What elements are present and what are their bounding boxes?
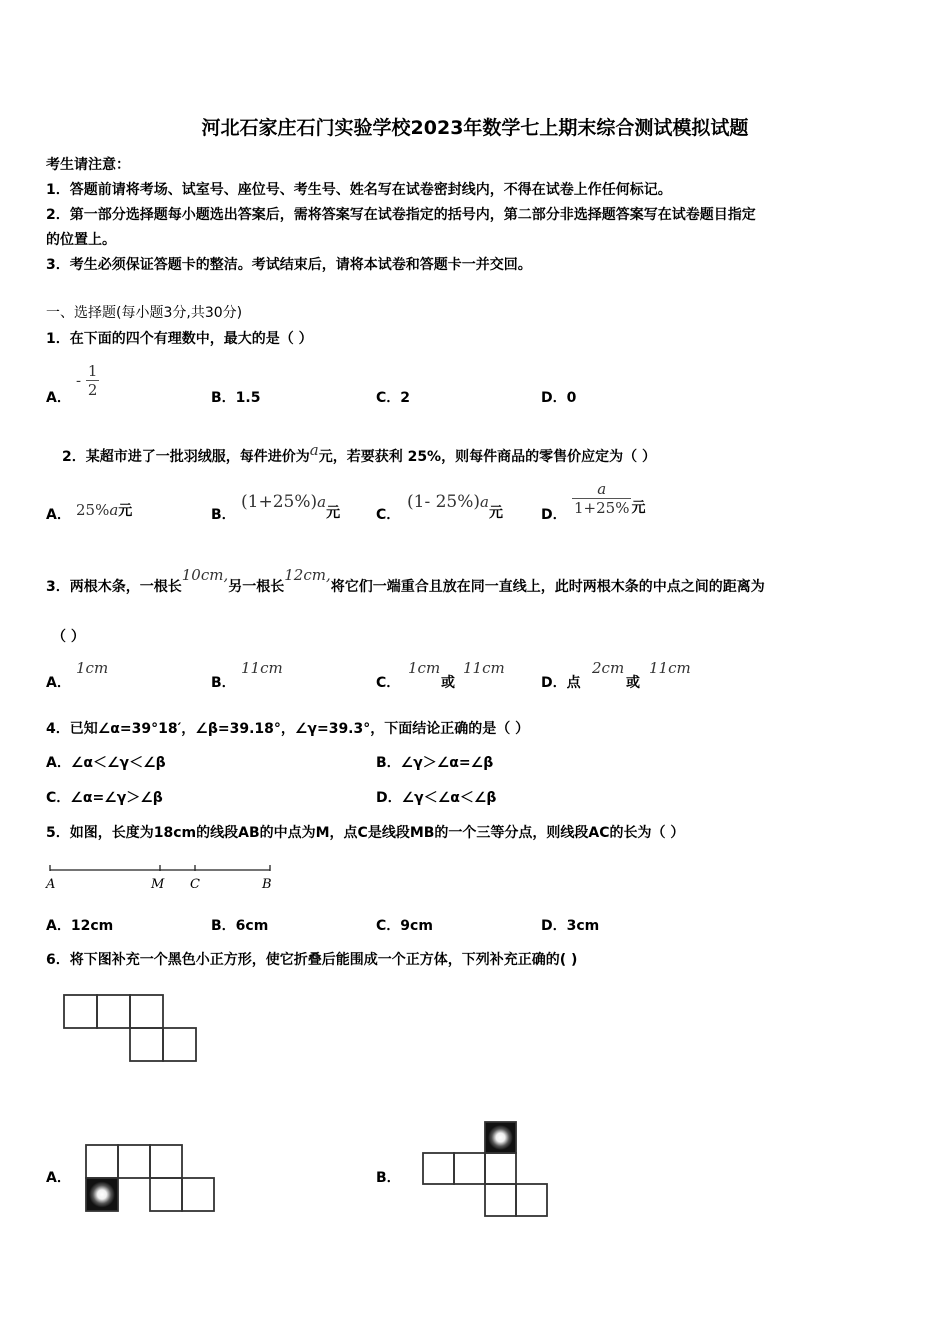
net-square — [150, 1145, 182, 1178]
q2-c-var: a — [480, 493, 489, 511]
q2-option-a-value — [76, 500, 132, 520]
q4-stem: 4．已知∠α=39°18′，∠β=39.18°，∠γ=39.3°，下面结论正确的是（ ） — [46, 721, 530, 737]
q6-option-a-figure — [82, 1141, 222, 1217]
q6-net-figure — [60, 991, 205, 1067]
q2-option-b-value — [241, 492, 341, 521]
fraction — [86, 362, 100, 399]
q2-a-var: a — [109, 501, 119, 519]
net-square — [423, 1153, 454, 1184]
q3-option-a-label: A． — [46, 675, 71, 691]
q3-option-c-value-2: 11cm — [463, 659, 505, 677]
q2-option-d-value — [572, 480, 645, 517]
q2-c-unit: 元 — [488, 505, 503, 521]
q5-option-a: A．12cm — [46, 918, 114, 934]
notice-heading: 考生请注意： — [46, 157, 130, 173]
q3-length-2: 12cm, — [284, 566, 331, 584]
q5-stem: 5．如图，长度为18cm的线段AB的中点为M，点C是线段MB的一个三等分点，则线段AC的长为（ ） — [46, 825, 685, 841]
denominator: 1+25% — [574, 499, 630, 517]
q3-option-a-value: 1cm — [76, 659, 109, 677]
q5-option-b: B．6cm — [211, 918, 269, 934]
q2-option-d-label: D． — [541, 507, 567, 523]
net-square — [182, 1178, 214, 1211]
point-label-m: M — [151, 877, 165, 892]
numerator: 1 — [87, 362, 98, 380]
q3-option-d-or: 或 — [626, 675, 640, 691]
q2-stem-part2: 元，若要获利 25%，则每件商品的零售价应定为（ ） — [318, 449, 656, 465]
q3-option-d-value-1: 2cm — [592, 659, 625, 677]
q3-option-d-value-2: 11cm — [649, 659, 691, 677]
net-square — [130, 1028, 163, 1061]
q1-option-d: D．0 — [541, 390, 577, 406]
q1-option-a-value — [76, 362, 99, 399]
numerator: a — [597, 480, 607, 498]
q3-stem — [46, 566, 765, 596]
fraction — [572, 480, 631, 517]
net-square — [130, 995, 163, 1028]
section-heading: 一、选择题(每小题3分,共30分) — [46, 305, 243, 321]
q2-stem — [62, 441, 656, 466]
point-label-c: C — [190, 877, 200, 892]
net-square — [163, 1028, 196, 1061]
notice-item-3: 3．考生必须保证答题卡的整洁。考试结束后，请将本试卷和答题卡一并交回。 — [46, 257, 532, 273]
q2-d-unit: 元 — [631, 499, 646, 516]
notice-item-1: 1．答题前请将考场、试室号、座位号、考生号、姓名写在试卷密封线内，不得在试卷上作任何标记。 — [46, 182, 672, 198]
q3-option-c-value-1: 1cm — [408, 659, 441, 677]
q6-stem: 6．将下图补充一个黑色小正方形，使它折叠后能围成一个正方体，下列补充正确的( ) — [46, 952, 578, 968]
net-square — [485, 1184, 516, 1216]
q6-option-b-label: B． — [376, 1170, 401, 1186]
net-square — [150, 1178, 182, 1211]
q3-stem-part1: 3．两根木条，一根长 — [46, 579, 182, 595]
q1-option-b: B．1.5 — [211, 390, 261, 406]
q3-option-c-label: C． — [376, 675, 401, 691]
net-square — [97, 995, 130, 1028]
q3-length-1: 10cm, — [181, 566, 229, 584]
q4-option-a: A．∠α＜∠γ＜∠β — [46, 755, 166, 771]
q5-option-c: C．9cm — [376, 918, 433, 934]
q2-option-b-label: B． — [211, 507, 236, 523]
q2-b-expr: (1+25%) — [241, 492, 318, 512]
net-square — [64, 995, 97, 1028]
net-square — [86, 1145, 118, 1178]
q2-b-unit: 元 — [326, 505, 341, 521]
q2-option-a-label: A． — [46, 507, 71, 523]
black-square-highlight — [488, 1125, 513, 1150]
notice-item-2: 2．第一部分选择题每小题选出答案后，需将答案写在试卷指定的括号内，第二部分非选择题答案写在试卷题目指定 — [46, 207, 756, 223]
q3-stem-part3: 将它们一端重合且放在同一直线上，此时两根木条的中点之间的距离为 — [330, 579, 765, 595]
net-square — [454, 1153, 485, 1184]
q3-option-c-or: 或 — [441, 675, 455, 691]
q2-a-unit: 元 — [118, 503, 133, 519]
notice-item-2-cont: 的位置上。 — [46, 232, 116, 248]
q1-option-a-label: A． — [46, 390, 71, 406]
q3-stem-part2: 另一根长 — [228, 579, 285, 595]
q6-option-a-label: A． — [46, 1170, 71, 1186]
q2-option-c-label: C． — [376, 507, 401, 523]
denominator: 2 — [87, 381, 98, 399]
q2-var: a — [309, 441, 319, 459]
page-title: 河北石家庄石门实验学校2023年数学七上期末综合测试模拟试题 — [201, 117, 749, 139]
q3-answer-paren: （ ） — [52, 629, 85, 645]
q4-option-c: C．∠α=∠γ＞∠β — [46, 790, 163, 806]
q2-a-expr: 25% — [76, 501, 110, 519]
q2-stem-part1: 2．某超市进了一批羽绒服，每件进价为 — [62, 449, 310, 465]
q2-b-var: a — [317, 493, 327, 511]
q6-option-b-figure — [419, 1118, 551, 1222]
minus-sign: - — [76, 371, 82, 390]
black-square-highlight — [89, 1182, 115, 1208]
q1-option-c: C．2 — [376, 390, 411, 406]
q5-segment-figure — [40, 858, 280, 898]
q4-option-d: D．∠γ＜∠α＜∠β — [376, 790, 497, 806]
q3-option-b-label: B． — [211, 675, 236, 691]
q5-option-d: D．3cm — [541, 918, 600, 934]
point-label-a: A — [46, 877, 56, 892]
q3-option-b-value: 11cm — [241, 659, 283, 677]
net-square — [485, 1153, 516, 1184]
q2-option-c-value — [407, 492, 503, 521]
q4-option-b: B．∠γ＞∠α=∠β — [376, 755, 494, 771]
q1-stem: 1．在下面的四个有理数中，最大的是（ ） — [46, 331, 313, 347]
q2-c-expr: (1- 25%) — [407, 492, 481, 512]
net-square — [118, 1145, 150, 1178]
q3-option-d-label: D．点 — [541, 675, 581, 691]
point-label-b: B — [262, 877, 272, 892]
net-square — [516, 1184, 547, 1216]
